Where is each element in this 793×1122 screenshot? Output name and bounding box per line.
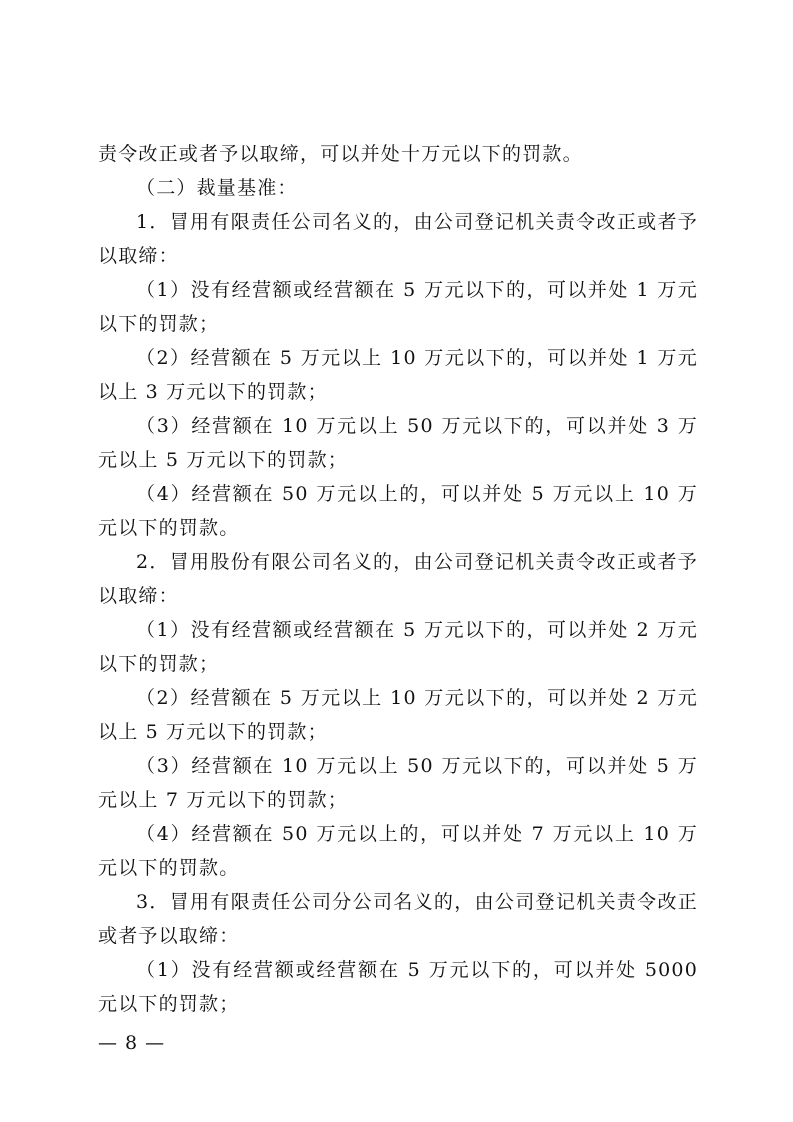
section-heading-discretion-standard: （二）裁量基准： [136, 177, 298, 199]
item-1-limited-liability-company: 1．冒用有限责任公司名义的，由公司登记机关责令改正或者予以取缔： [98, 211, 698, 267]
item-2-sub-3: （3）经营额在 10 万元以上 50 万元以下的，可以并处 5 万元以上 7 万元以下的罚款； [98, 755, 698, 811]
item-3-branch-company: 3．冒用有限责任公司分公司名义的，由公司登记机关责令改正或者予以取缔： [98, 891, 698, 947]
item-2-sub-2: （2）经营额在 5 万元以上 10 万元以下的，可以并处 2 万元以上 5 万元以下的罚款； [98, 687, 698, 743]
item-1-sub-2: （2）经营额在 5 万元以上 10 万元以下的，可以并处 1 万元以上 3 万元以下的罚款； [98, 347, 698, 403]
page-number: — 8 — [98, 1032, 166, 1054]
document-body [98, 137, 698, 1021]
item-1-sub-3: （3）经营额在 10 万元以上 50 万元以下的，可以并处 3 万元以上 5 万元以下的罚款； [98, 415, 698, 471]
item-1-sub-1: （1）没有经营额或经营额在 5 万元以下的，可以并处 1 万元以下的罚款； [98, 279, 698, 335]
paragraph-continuation: 责令改正或者予以取缔，可以并处十万元以下的罚款。 [98, 143, 583, 165]
item-3-sub-1: （1）没有经营额或经营额在 5 万元以下的，可以并处 5000 元以下的罚款； [98, 959, 698, 1015]
item-2-sub-4: （4）经营额在 50 万元以上的，可以并处 7 万元以上 10 万元以下的罚款。 [98, 823, 698, 879]
item-2-sub-1: （1）没有经营额或经营额在 5 万元以下的，可以并处 2 万元以下的罚款； [98, 619, 698, 675]
item-1-sub-4: （4）经营额在 50 万元以上的，可以并处 5 万元以上 10 万元以下的罚款。 [98, 483, 698, 539]
item-2-joint-stock-company: 2．冒用股份有限公司名义的，由公司登记机关责令改正或者予以取缔： [98, 551, 698, 607]
